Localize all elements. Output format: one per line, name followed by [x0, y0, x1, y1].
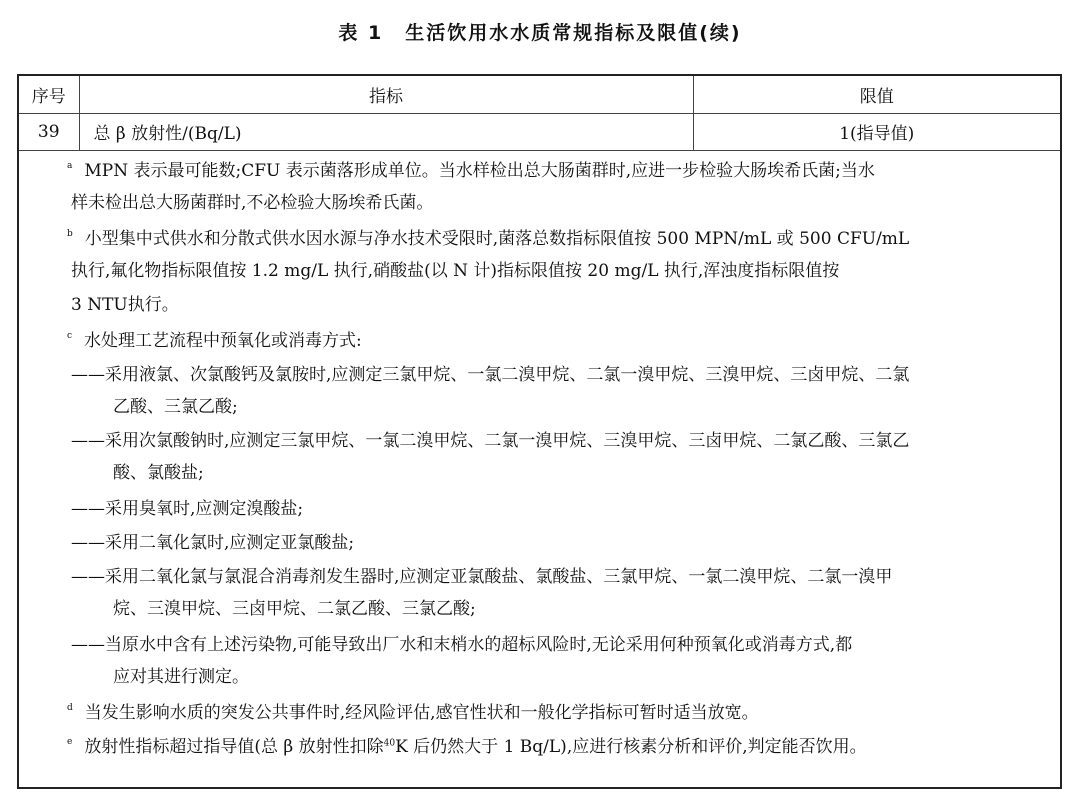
- cell-limit: 1(指导值): [693, 113, 1060, 150]
- note-d-text-1: 当发生影响水质的突发公共事件时,经风险评估,感官性状和一般化学指标可暂时适当放宽。: [84, 703, 759, 723]
- table-header-row: [19, 76, 1060, 113]
- note-a-text-1: MPN 表示最可能数;CFU 表示菌落形成单位。当水样检出总大肠菌群时,应进一步检验大肠埃希氏菌;当水: [84, 161, 875, 181]
- note-b-line-2: 执行,氟化物指标限值按 1.2 mg/L 执行,硝酸盐(以 N 计)指标限值按 20 mg/L 执行,浑浊度指标限值按: [71, 261, 840, 281]
- note-b-mark: b: [67, 229, 73, 239]
- note-e-text-pre: 放射性指标超过指导值(总 β 放射性扣除: [84, 737, 384, 757]
- note-d-line-1: [67, 698, 759, 723]
- note-e-text-post: K 后仍然大于 1 Bq/L),应进行核素分析和评价,判定能否饮用。: [395, 737, 867, 757]
- table-number: 表 1: [338, 22, 384, 44]
- note-b-text-1: 小型集中式供水和分散式供水因水源与净水技术受限时,菌落总数指标限值按 500 MPN/mL 或 500 CFU/mL: [84, 229, 910, 249]
- table-title: [0, 18, 1080, 45]
- table-title-text: 生活饮用水水质常规指标及限值(续): [405, 22, 742, 44]
- note-b-line-1: [67, 224, 909, 249]
- note-e-mark: e: [67, 737, 73, 747]
- note-e-line-1: [67, 732, 867, 757]
- note-c-item-2b: 酸、氯酸盐;: [113, 463, 204, 483]
- note-c-item-1a: ——采用液氯、次氯酸钙及氯胺时,应测定三氯甲烷、一氯二溴甲烷、二氯一溴甲烷、三溴甲烷、三卤甲烷、二氯: [71, 365, 910, 385]
- table-row: [19, 113, 1060, 150]
- note-a-line-1: [67, 156, 875, 181]
- cell-no: 39: [19, 113, 79, 150]
- note-e-superscript: 40: [383, 738, 396, 749]
- table-frame: [17, 74, 1062, 789]
- note-d-mark: d: [67, 703, 73, 713]
- note-c-item-2a: ——采用次氯酸钠时,应测定三氯甲烷、一氯二溴甲烷、二氯一溴甲烷、三溴甲烷、三卤甲烷、二氯乙酸、三氯乙: [71, 431, 910, 451]
- header-limit: 限值: [693, 76, 1060, 113]
- note-c-item-1b: 乙酸、三氯乙酸;: [113, 397, 238, 417]
- note-c-item-4: ——采用二氧化氯时,应测定亚氯酸盐;: [71, 533, 355, 553]
- standards-table: [19, 76, 1060, 151]
- note-c-item-3: ——采用臭氧时,应测定溴酸盐;: [71, 499, 304, 519]
- header-indicator: 指标: [79, 76, 693, 113]
- note-a-line-2: 样未检出总大肠菌群时,不必检验大肠埃希氏菌。: [71, 193, 434, 213]
- cell-indicator: 总 β 放射性/(Bq/L): [79, 113, 693, 150]
- note-c-item-5a: ——采用二氧化氯与氯混合消毒剂发生器时,应测定亚氯酸盐、氯酸盐、三氯甲烷、一氯二溴甲烷、二氯一溴甲: [71, 567, 893, 587]
- header-no: 序号: [19, 76, 79, 113]
- note-c-item-6a: ——当原水中含有上述污染物,可能导致出厂水和末梢水的超标风险时,无论采用何种预氧化或消毒方式,都: [71, 635, 853, 655]
- note-c-intro: [67, 326, 362, 351]
- note-b-line-3: 3 NTU执行。: [71, 295, 179, 315]
- note-c-item-5b: 烷、三溴甲烷、三卤甲烷、二氯乙酸、三氯乙酸;: [113, 599, 476, 619]
- note-c-mark: c: [67, 331, 73, 341]
- note-c-item-6b: 应对其进行测定。: [113, 667, 249, 687]
- note-a-mark: a: [67, 161, 73, 171]
- note-c-intro-text: 水处理工艺流程中预氧化或消毒方式:: [84, 331, 362, 351]
